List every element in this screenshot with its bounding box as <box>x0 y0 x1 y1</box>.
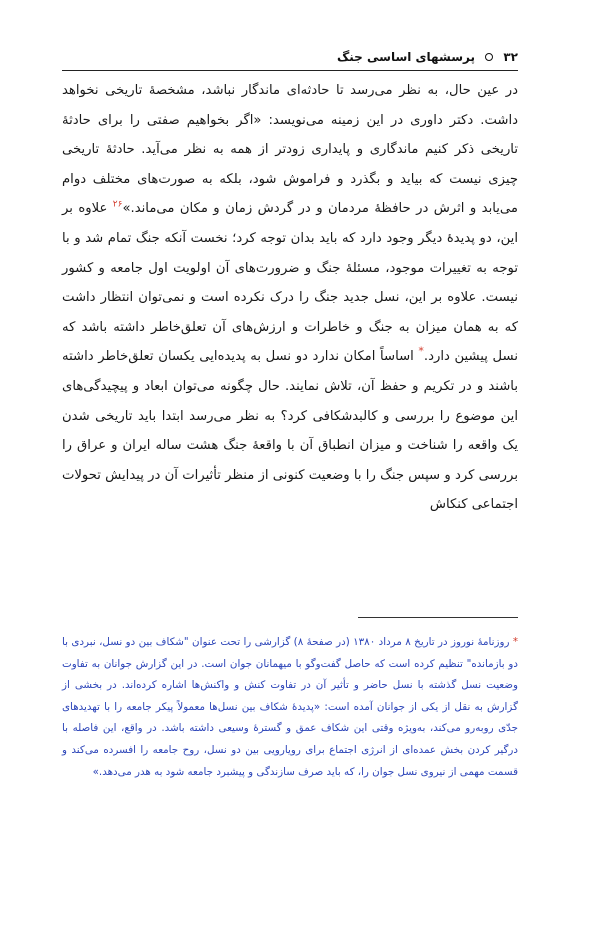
footnote-marker: * <box>512 636 518 648</box>
footnote-ref-star[interactable]: * <box>418 344 424 358</box>
paragraph-text-part-1: در عین حال، به نظر می‌رسد تا حادثه‌ای ماندگار نباشد، مشخصهٔ تاریخی نخواهد داشت. دکتر داوری در این زمینه می‌نویسد: «اگر بخواهیم صفتی را برای حادثهٔ تاریخی ذکر کنیم ماندگاری و پایداری زودتر از همه به نظر می‌آید. حادثهٔ تاریخی چیزی نیست که بیاید و بگذرد و فراموش شود، بلکه به صورت‌های مختلف دوام می‌یابد و اثرش در حافظهٔ مردمان و در گردش زمان و مکان می‌ماند.» <box>62 83 518 217</box>
paragraph-text-part-3: اساساً امکان ندارد دو نسل به پدیده‌ایی یکسان تعلق‌خاطر داشته باشند و در تکریم و حفظ آن، تلاش نمایند. حال چگونه می‌توان ابعاد و پیچیدگی‌های این موضوع را بررسی و کالبدشکافی کرد؟ به نظر می‌رسد ابتدا باید تاریخی شدن یک واقعه را شناخت و میزان انطباق آن با واقعهٔ جنگ هشت ساله ایران و عراق را بررسی کرد و سپس جنگ را با وضعیت کنونی از منظر تأثیرات آن در پیدایش تحولات اجتماعی کنکاش <box>62 349 518 513</box>
main-paragraph <box>62 76 518 520</box>
running-header <box>62 48 518 68</box>
paragraph-text-part-2: علاوه بر این، دو پدیدهٔ دیگر وجود دارد که باید بدان توجه کرد؛ نخست آنکه جنگ تمام شد و با توجه به تغییرات موجود، مسئلهٔ جنگ و ضرورت‌های آن اولویت اول جامعه و کشور نیست. علاوه بر این، نسل جدید جنگ را درک نکرده است و نمی‌توان انتظار داشت که به همان میزان به جنگ و خاطرات و ارزش‌های آن تعلق‌خاطر داشته باشد که نسل پیشین دارد. <box>62 201 518 365</box>
page-number: ۳۲ <box>503 50 518 64</box>
circle-bullet-icon <box>485 53 493 61</box>
footnote-ref-26[interactable]: ۲۶ <box>112 199 123 210</box>
footnote-text: روزنامهٔ نوروز در تاریخ ۸ مرداد ۱۳۸۰ (در صفحهٔ ۸) گزارشی را تحت عنوان "شکاف بین دو نسل، نبردی با دو بازمانده" تنظیم کرده است که حاصل گفت‌وگو با میهمانان جوان است. در این گزارش جوانان به تفاوت وضعیت نسل گذشته با نسل حاضر و تأثیر آن در تفاوت کنش و واکنش‌ها اشاره کرده‌اند. در بخشی از گزارش به نقل از یکی از جوانان آمده است: «پدیدهٔ شکاف بین نسل‌ها معمولاً پیکر جامعه را با تهدیدهای جدّی روبه‌رو می‌کند، به‌ویژه وقتی این شکاف عمق و گسترهٔ وسیعی داشته باشد. در واقع، این فاصله با درگیر کردن بخش عمده‌ای از انرژی اجتماع برای رویارویی بین دو نسل، روح جامعه را افسرده می‌کند و قسمت مهمی از نیروی نسل جوان را، که باید صرف سازندگی و پیشبرد جامعه شود به هدر می‌دهد.» <box>62 636 518 778</box>
header-divider <box>62 70 518 71</box>
chapter-title: پرسشهای اساسی جنگ <box>337 50 475 64</box>
footnote <box>62 632 518 783</box>
footnote-divider <box>358 617 518 618</box>
